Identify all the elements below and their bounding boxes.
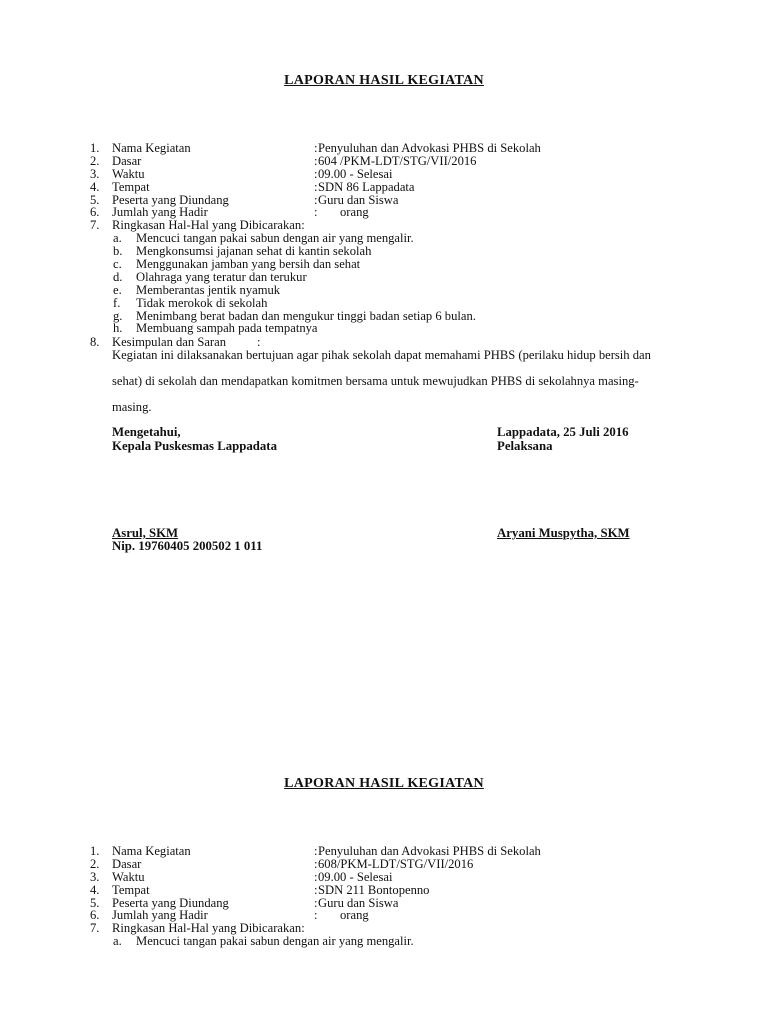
report-title: LAPORAN HASIL KEGIATAN — [284, 73, 484, 88]
item-colon: : — [314, 908, 318, 923]
summary-item — [0, 284, 768, 297]
item-number: 2. — [90, 153, 100, 168]
summary-text: Memberantas jentik nyamuk — [136, 282, 281, 297]
sign-right-name: Aryani Muspytha, SKM — [497, 526, 630, 540]
item-value: 608/PKM-LDT/STG/VII/2016 — [318, 856, 474, 871]
list-item — [0, 845, 768, 858]
item-colon: : — [257, 335, 261, 349]
summary-letter: d. — [113, 269, 123, 284]
item-label: Waktu — [112, 166, 145, 181]
item-label: Kesimpulan dan Saran — [112, 335, 227, 349]
item-colon: : — [314, 205, 318, 220]
item-value: SDN 86 Lappadata — [318, 179, 415, 194]
report-items — [0, 142, 768, 335]
item-colon: : — [314, 882, 318, 897]
list-item — [0, 155, 768, 168]
report-title: LAPORAN HASIL KEGIATAN — [284, 776, 484, 791]
item-colon: : — [314, 192, 318, 207]
list-item — [0, 181, 768, 194]
summary-letter: a. — [113, 231, 122, 246]
item-value: Penyuluhan dan Advokasi PHBS di Sekolah — [318, 141, 541, 155]
item-number: 7. — [90, 218, 100, 233]
item-colon: : — [314, 856, 318, 871]
item-label: Jumlah yang Hadir — [112, 205, 208, 220]
item-label: Nama Kegiatan — [112, 844, 191, 858]
item-number: 6. — [90, 908, 100, 923]
item-number: 5. — [90, 192, 100, 207]
item-label: Tempat — [112, 179, 150, 194]
item-colon: : — [314, 141, 318, 155]
item-label: Dasar — [112, 856, 142, 871]
item-value: orang — [340, 205, 369, 220]
list-item — [0, 858, 768, 871]
item-value: Penyuluhan dan Advokasi PHBS di Sekolah — [318, 844, 541, 858]
item-label: Peserta yang Diundang — [112, 192, 229, 207]
summary-item — [0, 322, 768, 335]
item-label: Jumlah yang Hadir — [112, 908, 208, 923]
item-number: 3. — [90, 166, 100, 181]
summary-item — [0, 935, 768, 948]
item-colon: : — [314, 895, 318, 910]
item-label: Ringkasan Hal-Hal yang Dibicarakan: — [112, 921, 305, 936]
conclusion-text: Kegiatan ini dilaksanakan bertujuan agar pihak sekolah dapat memahami PHBS (perilaku hidup bersih dan sehat) di sekolah dan mendapatkan komitmen bersama untuk mewujudkan PHBS di sekolahnya masing-masing. — [112, 348, 651, 414]
item-number: 4. — [90, 882, 100, 897]
report-items — [0, 845, 768, 948]
summary-text: Menimbang berat badan dan mengukur tinggi badan setiap 6 bulan. — [136, 308, 476, 323]
summary-text: Olahraga yang teratur dan terukur — [136, 269, 307, 284]
item-value: Guru dan Siswa — [318, 895, 399, 910]
item-value: 09.00 - Selesai — [318, 166, 393, 181]
sign-right-line2: Pelaksana — [497, 439, 553, 453]
summary-text: Mencuci tangan pakai sabun dengan air yang mengalir. — [136, 231, 414, 246]
summary-text: Tidak merokok di sekolah — [136, 295, 268, 310]
list-item — [0, 871, 768, 884]
item-number: 3. — [90, 869, 100, 884]
item-number: 1. — [90, 844, 100, 858]
summary-letter: f. — [113, 295, 121, 310]
list-item — [0, 142, 768, 155]
sign-left-nip: Nip. 19760405 200502 1 011 — [112, 539, 263, 553]
item-value: 09.00 - Selesai — [318, 869, 393, 884]
item-colon: : — [314, 166, 318, 181]
sign-right-line1: Lappadata, 25 Juli 2016 — [497, 425, 629, 439]
item-colon: : — [314, 844, 318, 858]
summary-letter: g. — [113, 308, 123, 323]
summary-item — [0, 271, 768, 284]
item-label: Ringkasan Hal-Hal yang Dibicarakan: — [112, 218, 305, 233]
list-item — [0, 884, 768, 897]
item-number: 5. — [90, 895, 100, 910]
summary-text: Menggunakan jamban yang bersih dan sehat — [136, 257, 361, 272]
summary-item — [0, 297, 768, 310]
item-colon: : — [314, 869, 318, 884]
summary-item — [0, 258, 768, 271]
item-value: orang — [340, 908, 369, 923]
sign-left-line1: Mengetahui, — [112, 425, 181, 439]
item-value: Guru dan Siswa — [318, 192, 399, 207]
item-colon: : — [314, 153, 318, 168]
item-value: 604 /PKM-LDT/STG/VII/2016 — [318, 153, 477, 168]
summary-letter: c. — [113, 257, 122, 272]
sign-left-line2: Kepala Puskesmas Lappadata — [112, 439, 277, 453]
item-label: Peserta yang Diundang — [112, 895, 229, 910]
sign-left-name: Asrul, SKM — [112, 526, 179, 540]
summary-letter: b. — [113, 244, 123, 259]
item-number: 1. — [90, 141, 100, 155]
item-label: Waktu — [112, 869, 145, 884]
summary-letter: h. — [113, 321, 123, 336]
summary-text: Mencuci tangan pakai sabun dengan air yang mengalir. — [136, 934, 414, 949]
item-colon: : — [314, 179, 318, 194]
summary-text: Membuang sampah pada tempatnya — [136, 321, 318, 336]
item-value: SDN 211 Bontopenno — [318, 882, 430, 897]
summary-text: Mengkonsumsi jajanan sehat di kantin sekolah — [136, 244, 372, 259]
summary-letter: a. — [113, 934, 122, 949]
summary-letter: e. — [113, 282, 122, 297]
list-item — [0, 168, 768, 181]
item-number: 8. — [90, 335, 100, 349]
item-number: 6. — [90, 205, 100, 220]
item-number: 2. — [90, 856, 100, 871]
item-label: Tempat — [112, 882, 150, 897]
item-label: Nama Kegiatan — [112, 141, 191, 155]
item-number: 7. — [90, 921, 100, 936]
item-label: Dasar — [112, 153, 142, 168]
item-number: 4. — [90, 179, 100, 194]
